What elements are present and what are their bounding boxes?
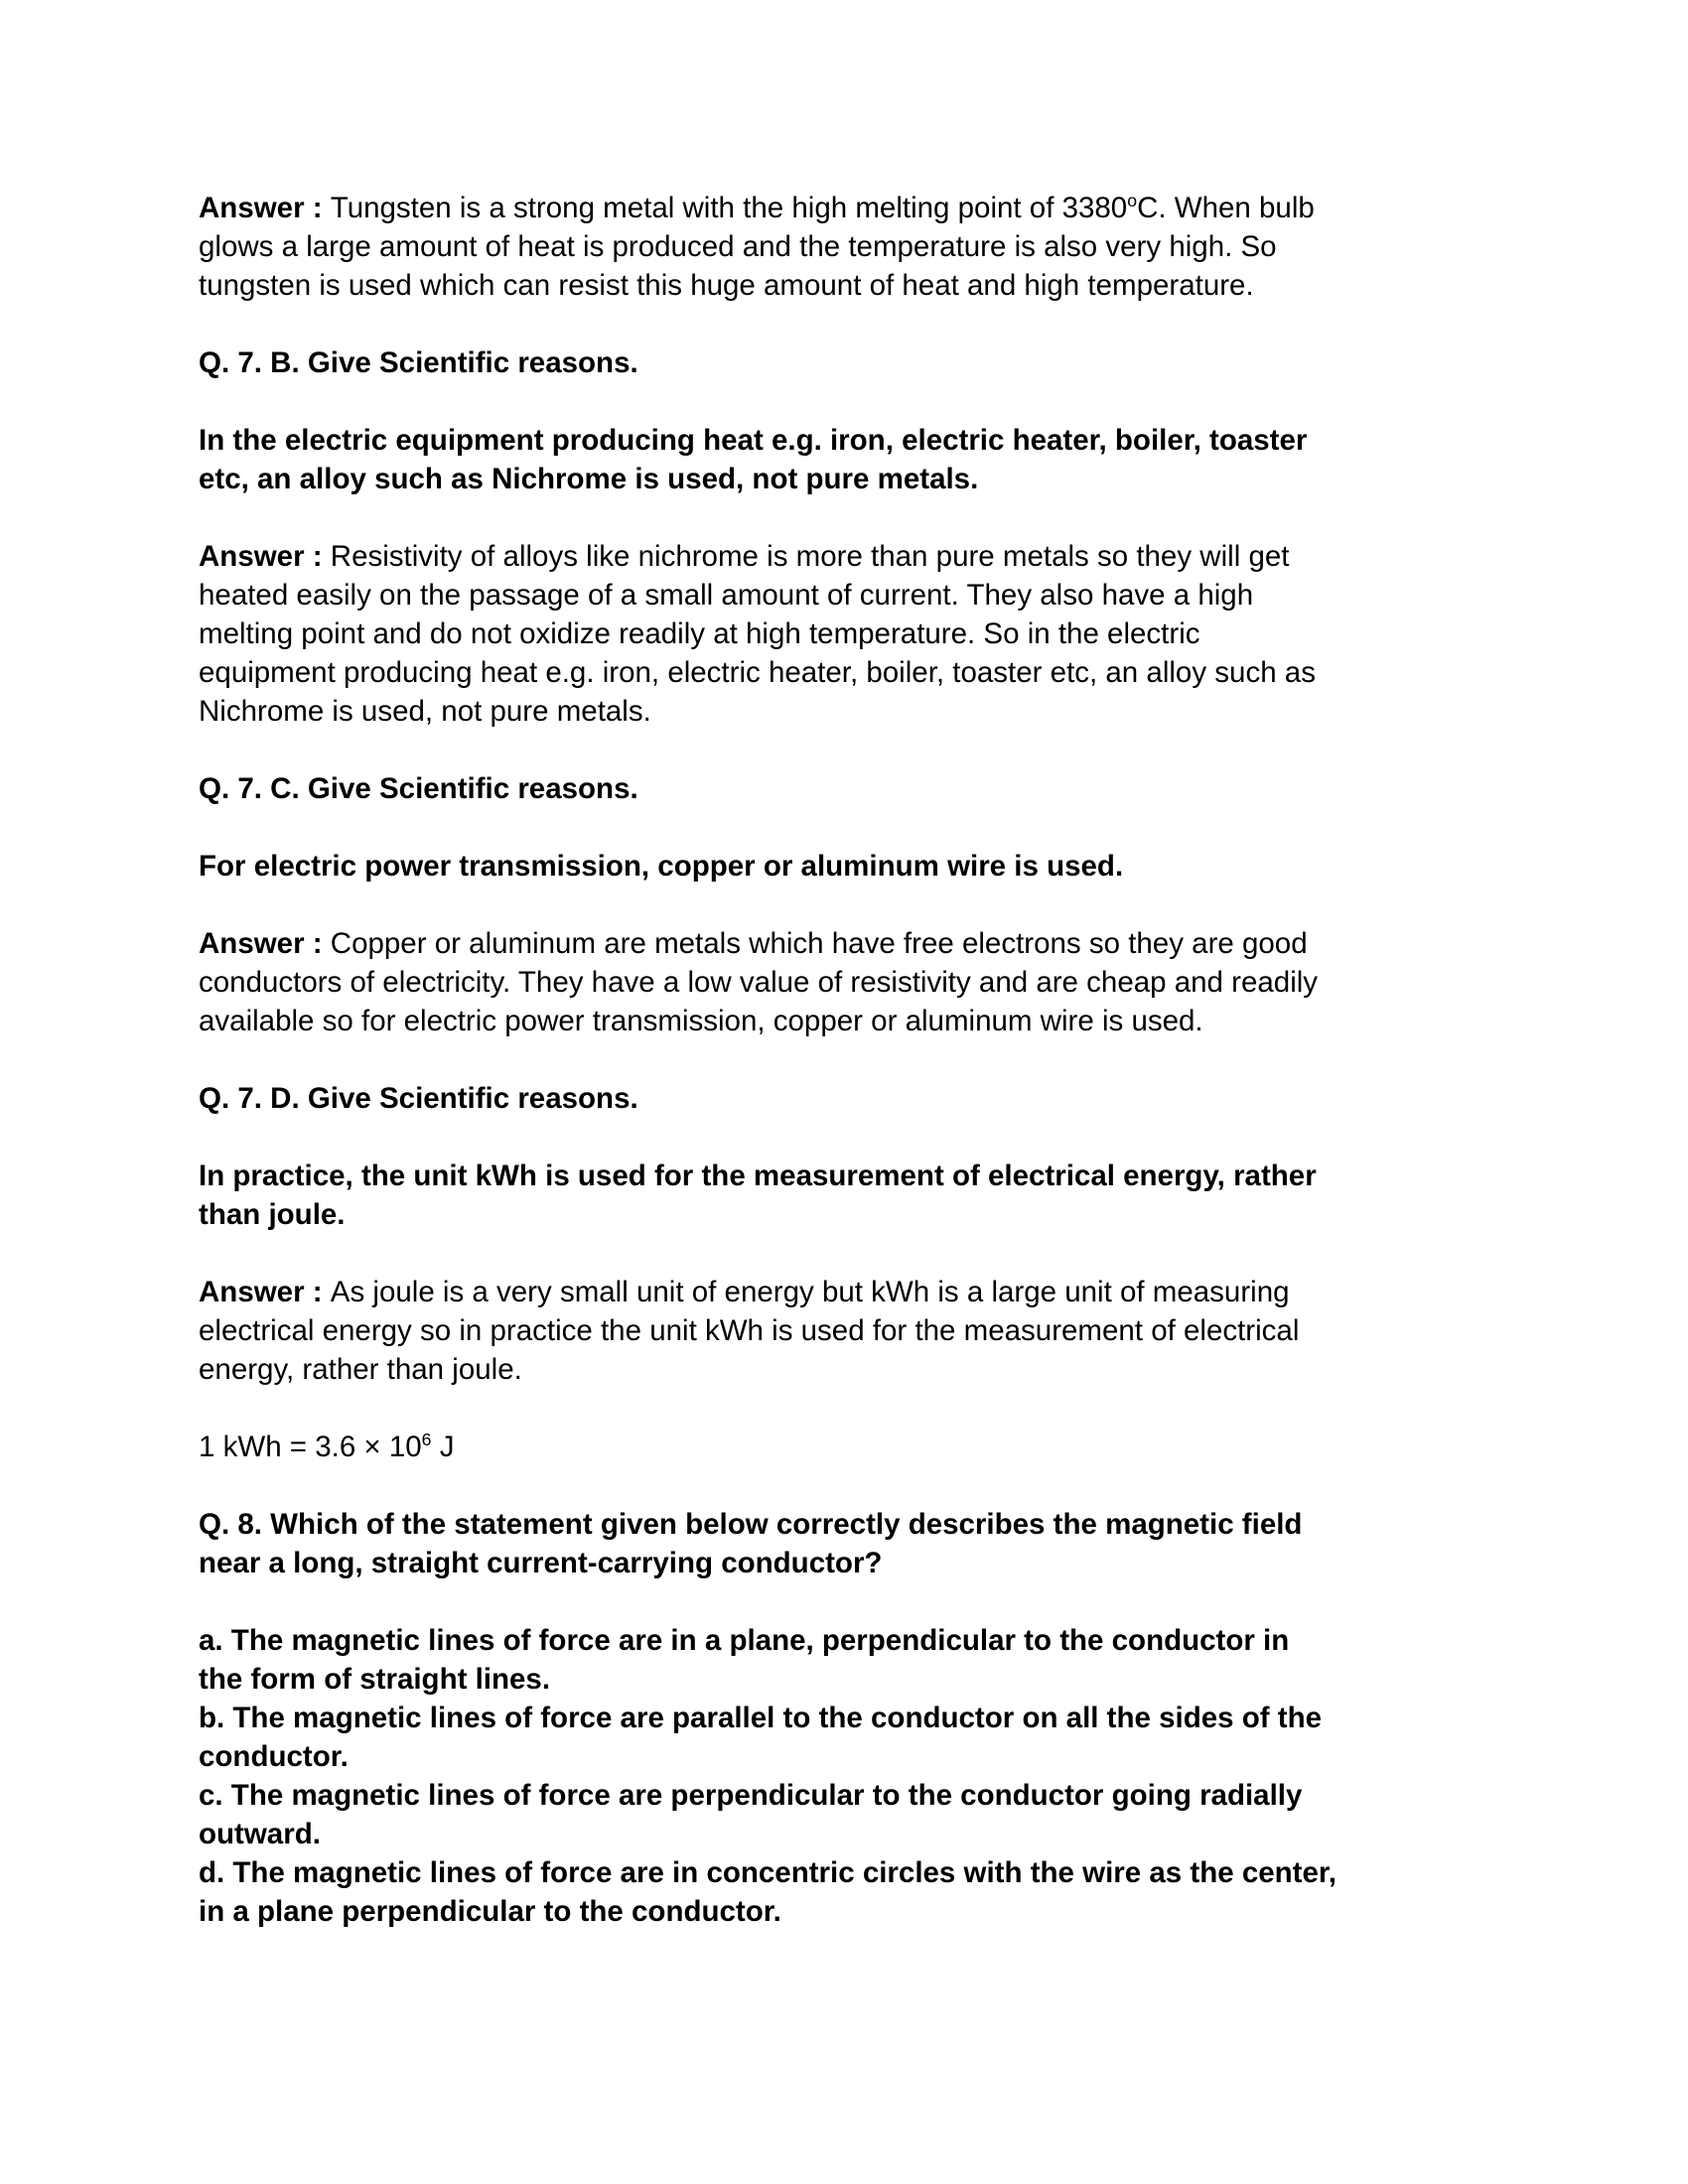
q7c-statement-line-1 — [199, 847, 1499, 886]
body-text: available so for electric power transmission, copper or aluminum wire is used. — [199, 1005, 1203, 1037]
q7b-statement — [199, 421, 1499, 498]
q8-question — [199, 1505, 1499, 1582]
body-text: tungsten is used which can resist this huge amount of heat and high temperature. — [199, 269, 1254, 302]
q8-option-c-line-1 — [199, 1776, 1499, 1815]
q7d-statement-line-2 — [199, 1195, 1499, 1234]
answer-q7a — [199, 189, 1499, 305]
bold-text: d. The magnetic lines of force are in concentric circles with the wire as the center, — [199, 1856, 1336, 1889]
answer-q7d-line-2 — [199, 1311, 1499, 1350]
q7d-heading-line-1 — [199, 1079, 1499, 1118]
bold-text: In the electric equipment producing heat e.g. iron, electric heater, boiler, toaster — [199, 424, 1308, 457]
body-text: C. When bulb — [1137, 192, 1315, 224]
bold-text: In practice, the unit kWh is used for the measurement of electrical energy, rather — [199, 1160, 1317, 1192]
bold-text: than joule. — [199, 1198, 346, 1231]
q8-option-d-line-2 — [199, 1892, 1499, 1931]
q8-option-d — [199, 1853, 1499, 1931]
answer-q7d — [199, 1273, 1499, 1389]
answer-q7a-line-3 — [199, 266, 1499, 305]
body-text: electrical energy so in practice the unit kWh is used for the measurement of electrical — [199, 1314, 1300, 1347]
bold-text: Answer : — [199, 192, 331, 224]
q8-option-d-line-1 — [199, 1853, 1499, 1892]
q8-option-c-line-2 — [199, 1815, 1499, 1853]
q8-option-b-line-2 — [199, 1737, 1499, 1776]
bold-text: c. The magnetic lines of force are perpendicular to the conductor going radially — [199, 1779, 1303, 1812]
body-text: glows a large amount of heat is produced and the temperature is also very high. So — [199, 230, 1277, 263]
q8-question-line-2 — [199, 1544, 1499, 1582]
q7c-heading-line-1 — [199, 769, 1499, 808]
body-text: 1 kWh = 3.6 × 10 — [199, 1431, 422, 1463]
q7b-statement-line-2 — [199, 460, 1499, 498]
answer-q7b — [199, 537, 1499, 731]
bold-text: etc, an alloy such as Nichrome is used, not pure metals. — [199, 463, 979, 495]
document-content — [199, 189, 1499, 1931]
answer-q7a-line-2 — [199, 227, 1499, 266]
answer-q7c — [199, 924, 1499, 1040]
answer-q7d-line-3 — [199, 1350, 1499, 1389]
body-text: Tungsten is a strong metal with the high melting point of 3380 — [330, 192, 1128, 224]
bold-text: conductor. — [199, 1740, 349, 1773]
body-text: energy, rather than joule. — [199, 1353, 522, 1386]
q8-option-b-line-1 — [199, 1699, 1499, 1737]
bold-text: a. The magnetic lines of force are in a plane, perpendicular to the conductor in — [199, 1624, 1290, 1657]
bold-text: outward. — [199, 1818, 321, 1850]
body-text: Copper or aluminum are metals which have free electrons so they are good — [330, 927, 1308, 960]
body-text: equipment producing heat e.g. iron, electric heater, boiler, toaster etc, an alloy such as — [199, 656, 1316, 689]
bold-text: For electric power transmission, copper or aluminum wire is used. — [199, 850, 1124, 883]
superscript-text: 6 — [421, 1430, 432, 1450]
q8-option-a-line-1 — [199, 1621, 1499, 1660]
q7b-statement-line-1 — [199, 421, 1499, 460]
body-text: melting point and do not oxidize readily at high temperature. So in the electric — [199, 617, 1200, 650]
answer-q7a-line-1 — [199, 189, 1499, 227]
q8-option-b — [199, 1699, 1499, 1776]
bold-text: Q. 7. C. Give Scientific reasons. — [199, 772, 638, 805]
bold-text: Q. 7. D. Give Scientific reasons. — [199, 1082, 638, 1115]
bold-text: Answer : — [199, 540, 331, 573]
answer-q7d-line-1 — [199, 1273, 1499, 1311]
bold-text: near a long, straight current-carrying conductor? — [199, 1547, 883, 1579]
body-text: As joule is a very small unit of energy but kWh is a large unit of measuring — [330, 1276, 1290, 1308]
bold-text: in a plane perpendicular to the conductor. — [199, 1895, 781, 1928]
answer-q7b-line-1 — [199, 537, 1499, 576]
body-text: J — [431, 1431, 455, 1463]
q7b-heading-line-1 — [199, 343, 1499, 382]
q8-option-a-line-2 — [199, 1660, 1499, 1699]
body-text: heated easily on the passage of a small amount of current. They also have a high — [199, 579, 1254, 612]
bold-text: the form of straight lines. — [199, 1663, 551, 1696]
bold-text: b. The magnetic lines of force are parallel to the conductor on all the sides of the — [199, 1702, 1323, 1734]
body-text: Resistivity of alloys like nichrome is more than pure metals so they will get — [330, 540, 1290, 573]
q7b-heading — [199, 343, 1499, 382]
bold-text: Answer : — [199, 927, 331, 960]
body-text: conductors of electricity. They have a low value of resistivity and are cheap and readily — [199, 966, 1319, 999]
q8-option-a — [199, 1621, 1499, 1699]
answer-q7b-line-5 — [199, 692, 1499, 731]
bold-text: Q. 8. Which of the statement given below correctly describes the magnetic field — [199, 1508, 1303, 1541]
answer-q7c-line-2 — [199, 963, 1499, 1002]
q8-option-c — [199, 1776, 1499, 1853]
q7d-statement — [199, 1157, 1499, 1234]
body-text: Nichrome is used, not pure metals. — [199, 695, 651, 728]
bold-text: Q. 7. B. Give Scientific reasons. — [199, 346, 638, 379]
q7d-heading — [199, 1079, 1499, 1118]
bold-text: Answer : — [199, 1276, 331, 1308]
kwh-joule-conversion-line-1 — [199, 1428, 1499, 1466]
answer-q7c-line-1 — [199, 924, 1499, 963]
answer-q7b-line-4 — [199, 653, 1499, 692]
answer-q7b-line-2 — [199, 576, 1499, 614]
superscript-text: o — [1127, 191, 1138, 211]
kwh-joule-conversion — [199, 1428, 1499, 1466]
answer-q7b-line-3 — [199, 614, 1499, 653]
q8-question-line-1 — [199, 1505, 1499, 1544]
answer-q7c-line-3 — [199, 1002, 1499, 1040]
q7d-statement-line-1 — [199, 1157, 1499, 1195]
q7c-statement — [199, 847, 1499, 886]
q7c-heading — [199, 769, 1499, 808]
